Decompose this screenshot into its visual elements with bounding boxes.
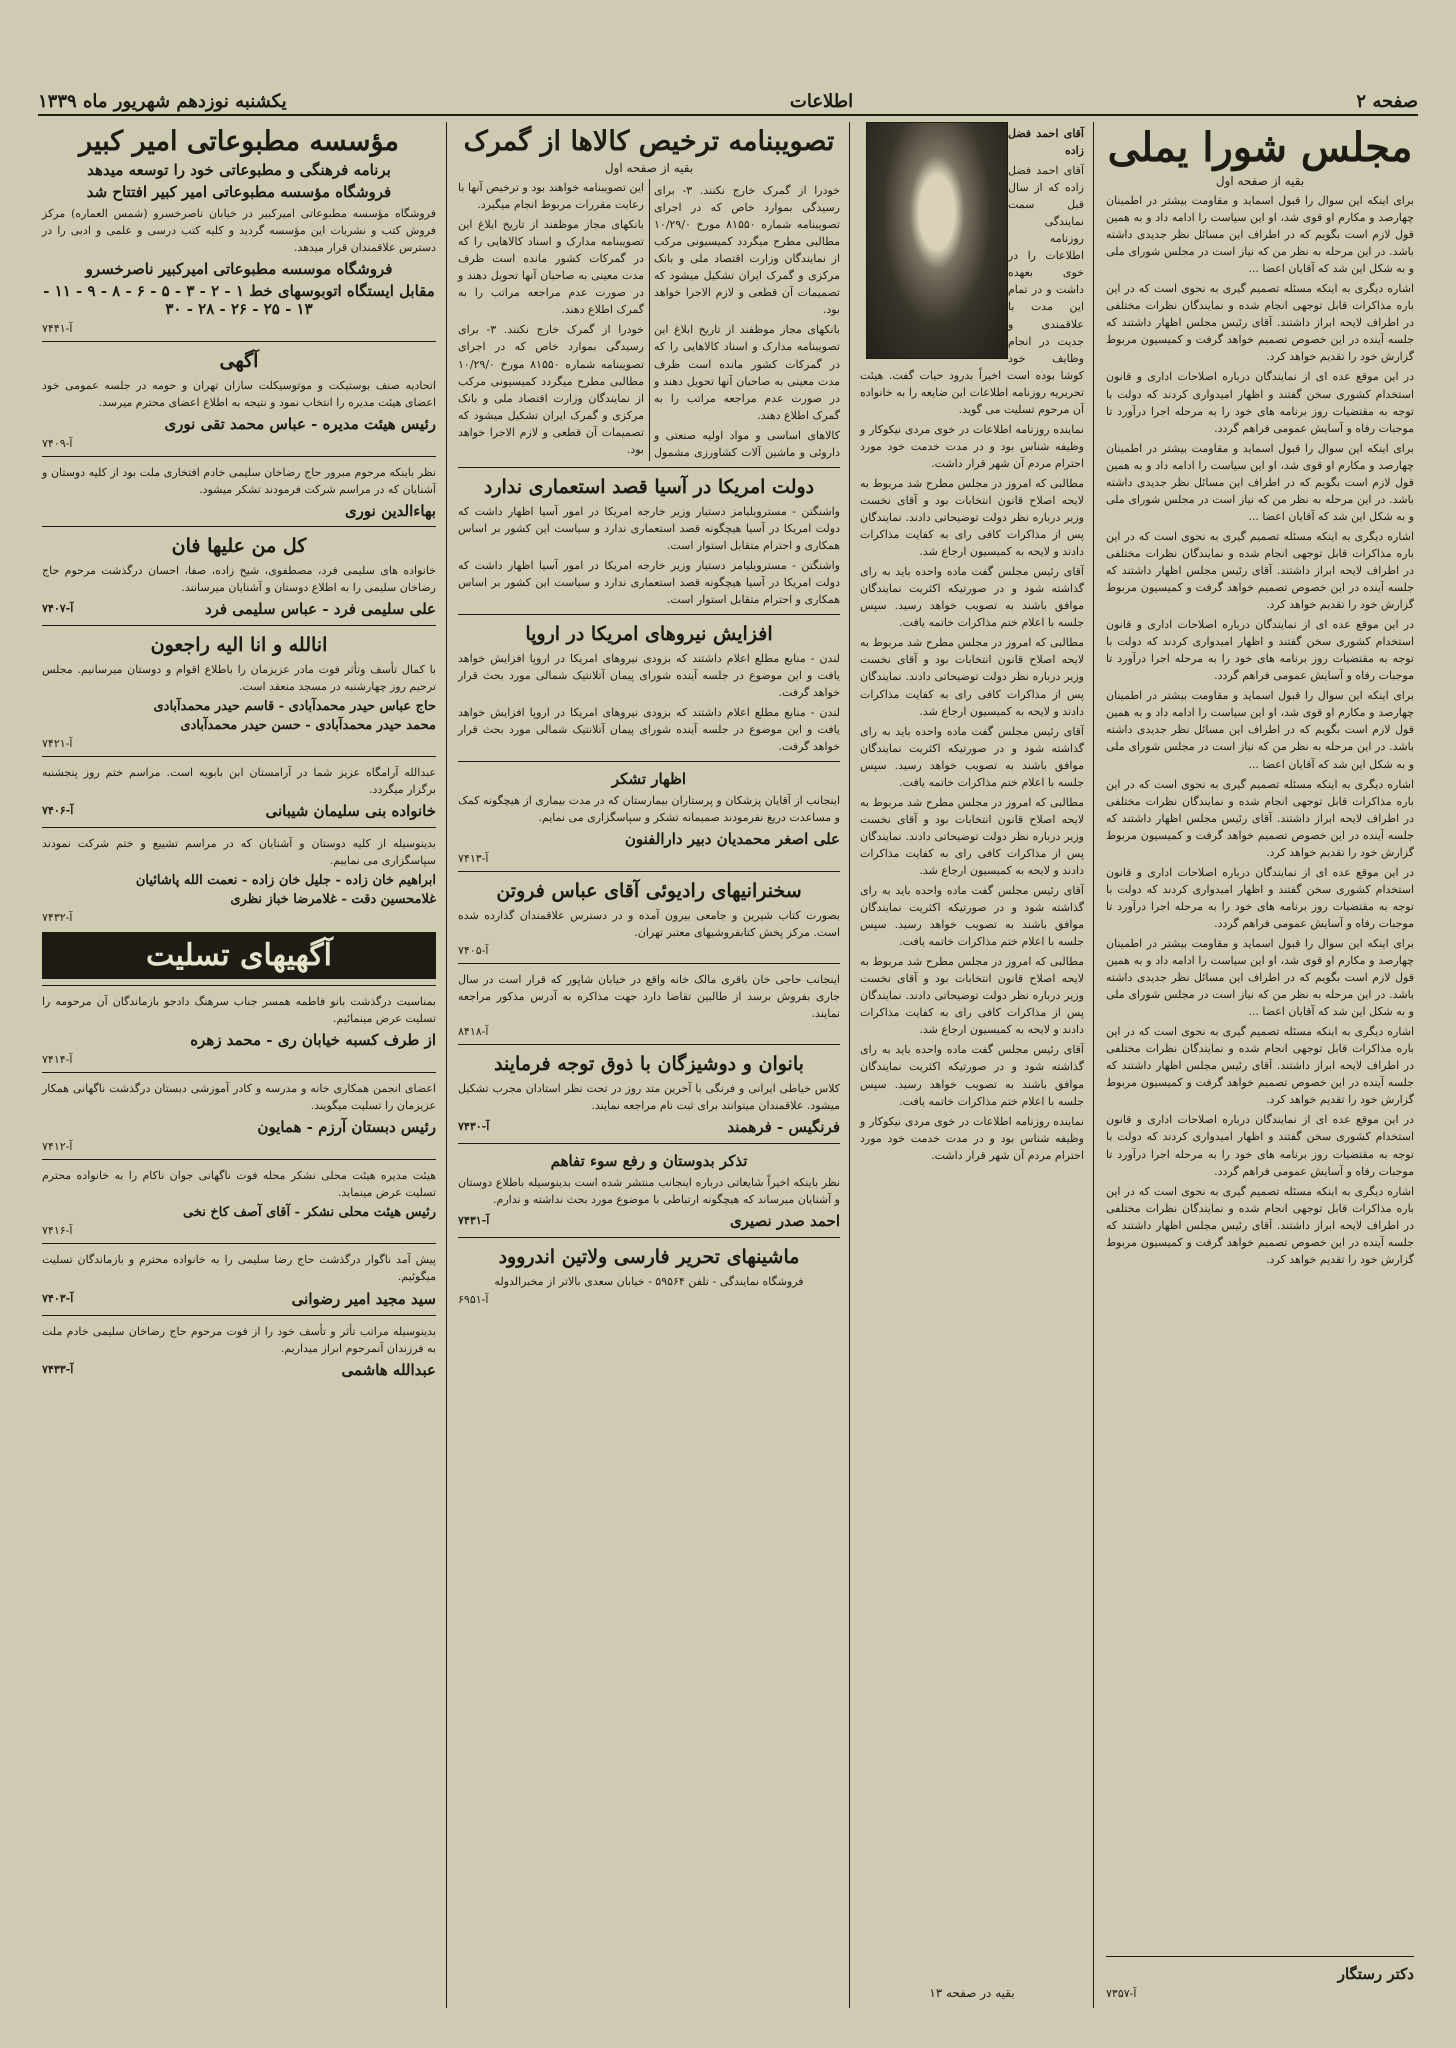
column-notices [36,122,442,2008]
article-title-majlis: مجلس شورا یملی [1107,124,1413,171]
article-paragraph: واشنگتن - مسترویلیامز دستیار وزیر خارجه امریکا در امور آسیا اظهار داشت که دولت امریکا در آسیا هیچگونه قصد استعماری ندارد و سیاست این کشور بر اساس همکاری و احترام متقابل استوار است. [458,504,840,552]
article-subtitle: بقیه از صفحه اول [604,161,694,176]
article-paragraph: خودرا از گمرک خارج نکنند. ۳- برای رسیدگی بموارد خاص که در اجرای تصویبنامه شماره ۸۱۵۵۰ مورخ ۱۰/۲۹/۰ مطالبی مطرح میگردد کمیسیونی مرکب از نمایندگان وزارت اقتصاد ملی و بانک مرکزی و گمرک ایران تشکیل میشود که تصمیمات آن قطعی و لازم الاجرا خواهد بود. [654,184,841,317]
column-customs [452,122,846,2008]
ad-code: آ-۷۳۵۷ [1106,1987,1137,2000]
ad-title: آگهی [219,350,259,373]
ad-title: ماشینهای تحریر فارسی ولاتین اندروود [498,1246,800,1269]
ad-text: هیئت مدیره هیئت محلی نشکر محله فوت ناگهانی جوان ناکام را به خانواده محترم تسلیت عرض مینماید. [42,1169,436,1200]
article-paragraph: در این موقع عده ای از نمایندگان درباره اصلاحات اداری و قانون استخدام کشوری سخن گفتند و اظهار امیدواری کردند که دولت با توجه به مقتضیات روز برنامه های خود را به مرحله اجرا درآورد تا موجبات رفاه و آسایش عمومی فراهم گردد. [1106,865,1414,930]
ad-text: بمناسبت درگذشت بانو فاطمه همسر جناب سرهنگ دادجو بازماندگان آن مرحومه را تسلیت عرض مینمائیم. [42,995,436,1026]
ad-text: عبدالله آرامگاه عزیز شما در آرامستان ابن بابویه است. مراسم ختم روز پنجشنبه برگزار میگردد. [42,765,436,796]
ad-signature: حاج عباس حیدر محمدآبادی - قاسم حیدر محمدآبادی [153,698,436,714]
ad-signature: رئیس هیئت مدیره - عباس محمد تقی نوری [164,415,436,434]
ad-text: بدینوسیله از کلیه دوستان و آشنایان که در مراسم تشییع و ختم شرکت نمودند سپاسگزاری می نماییم. [42,837,436,868]
article-paragraph: آقای رئیس مجلس گفت ماده واحده باید به رای گذاشته شود و در صورتیکه اکثریت نمایندگان موافق باشند به تصویب خواهد رسید. سپس جلسه با اعلام ختم مذاکرات خاتمه یافت. [860,724,1084,789]
author-signature: دکتر رستگار [1337,1965,1414,1983]
article-paragraph: بانکهای مجاز موظفند از تاریخ ابلاغ این تصویبنامه مدارک و اسناد کالاهایی را که در گمرکات کشور مانده است ظرف مدت معینی به صاحبان آنها تحویل دهند و در صورت عدم مراجعه مراتب را به گمرک اطلاع دهند. [458,218,644,317]
customs-article-body [458,179,840,461]
ad-radio-lectures [458,871,840,957]
article-paragraph: لندن - منابع مطلع اعلام داشتند که بزودی نیروهای امریکا در اروپا افزایش خواهد یافت و این موضوع در جلسه آینده شورای پیمان آتلانتیک شمالی مورد بحث قرار خواهد گرفت. [458,705,840,753]
ad-subtitle: فروشگاه موسسه مطبوعاتی امیرکبیر ناصرخسرو [85,260,393,279]
ad-signature: علی سلیمی فرد - عباس سلیمی فرد آ-۷۴۰۷ [42,600,436,619]
ad-subtitle: برنامه فرهنگی و مطبوعاتی خود را توسعه میدهد [87,161,391,180]
ad-title: اظهار تشکر [611,769,687,788]
article-paragraph: اشاره دیگری به اینکه مسئله تصمیم گیری به نحوی است که در این باره مذاکرات قابل توجهی انجام شده و نمایندگان نظرات مختلفی در اطراف لایحه ابراز داشتند. آقای رئیس مجلس اظهار داشتند که جلسه آینده در این خصوص تصمیم خواهد گرفت و کمیسیون مربوط گزارش خود را تقدیم خواهد کرد. [1106,529,1414,612]
ad-signature: محمد حیدر محمدآبادی - حسن حیدر محمدآبادی [180,717,436,733]
article-paragraph: اشاره دیگری به اینکه مسئله تصمیم گیری به نحوی است که در این باره مذاکرات قابل توجهی انجام شده و نمایندگان نظرات مختلفی در اطراف لایحه ابراز داشتند. آقای رئیس مجلس اظهار داشتند که جلسه آینده در این خصوص تصمیم خواهد گرفت و کمیسیون مربوط گزارش خود را تقدیم خواهد کرد. [1106,1184,1414,1266]
ad-text: فروشگاه نمایندگی - تلفن ۵۹۵۶۴ - خیابان سعدی بالاتر از مخبرالدوله [494,1274,804,1288]
article-paragraph: برای اینکه این سوال را قبول اسماید و مقاومت بیشتر در اطمینان چهارصد و مکارم او قوی شد، او این سیاست را ادامه داد و به همین قول لازم است بگویم که در اطراف این مسائل نظر جدیدی داشته باشد. در این مرحله به نظر من که نیاز است در مجلس شورای ملی و به شکل این شد که آقایان اعضا ... [1106,194,1414,276]
ad-text: اعضای انجمن همکاری خانه و مدرسه و کادر آموزشی دبستان درگذشت ناگهانی همکار عزیزمان را تسلیت میگویند. [42,1082,436,1113]
article-paragraph: نماینده روزنامه اطلاعات در خوی مردی نیکوکار و وظیفه شناس بود و در مدت خدمت خود مورد احترام مردم آن شهر قرار داشت. [860,422,1084,470]
ad-title-amir-kabir: مؤسسه مطبوعاتی امیر کبیر [79,126,399,157]
ad-text: نظر باینکه اخیراً شایعاتی درباره اینجانب منتشر شده است بدینوسیله باطلاع دوستان و آشنایان میرساند که هیچگونه ارتباطی با موضوع مورد بحث نداشته و ندارم. [458,1175,840,1207]
article-paragraph: مطالبی که امروز در مجلس مطرح شد مربوط به لایحه اصلاح قانون انتخابات بود و آقای نخست وزیر درباره نظر دولت توضیحاتی دادند. نمایندگان پس از مذاکرات کافی رای به کفایت مذاکرات دادند و لایحه به کمیسیون ارجاع شد. [860,636,1084,718]
issue-date: یکشنبه نوزدهم شهریور ماه ۱۳۳۹ [38,90,287,112]
article-paragraph: کالاهای اساسی و مواد اولیه صنعتی و داروئی و ماشین آلات کشاورزی مشمول این تصویبنامه خواهند بود و ترخیص آنها با رعایت مقررات مربوط انجام میگیرد. [458,181,840,459]
ad-text: اینجانب حاجی خان باقری مالک خانه واقع در خیابان شاپور که قرار است در سال جاری بفروش برسد از طالبین تقاضا دارد جهت مذاکره به آدرس مذکور مراجعه نمایند. [458,972,840,1021]
ad-title: کل من علیها فان [171,535,307,558]
ad-signature: رئیس دبستان آرزم - همایون [257,1118,436,1137]
ad-text: بدینوسیله مراتب تأثر و تأسف خود را از فوت مرحوم حاج رضاخان سلیمی خادم ملت به فرزندان آنمرحوم ابراز میداریم. [42,1324,436,1355]
article-paragraph: خودرا از گمرک خارج نکنند. ۳- برای رسیدگی بموارد خاص که در اجرای تصویبنامه شماره ۸۱۵۵۰ مورخ ۱۰/۲۹/۰ مطالبی مطرح میگردد کمیسیونی مرکب از نمایندگان وزارت اقتصاد ملی و بانک مرکزی و گمرک ایران تشکیل میشود که تصمیمات آن قطعی و لازم الاجرا خواهد بود. [458,323,645,456]
notice-thanks [42,456,436,520]
ad-text: اینجانب از آقایان پزشکان و پرستاران بیمارستان که در مدت بیماری از هیچگونه کمک و مساعدت دریغ نفرمودند صمیمانه تشکر و سپاسگزاری می نمایم. [458,793,840,824]
article-paragraph: در این موقع عده ای از نمایندگان درباره اصلاحات اداری و قانون استخدام کشوری سخن گفتند و اظهار امیدواری کردند که دولت با توجه به مقتضیات روز برنامه های خود را به مرحله اجرا درآورد تا موجبات رفاه و آسایش عمومی فراهم گردد. [1106,618,1414,683]
notice-condolence-1 [42,526,436,619]
signature-block [1106,1956,1414,2004]
ad-code: آ-۷۴۱۳ [458,852,489,866]
ad-signature: علی اصغر محمدیان دبیر دارالفنون [624,830,840,849]
ad-code: آ-۸۴۱۸ [458,1025,489,1039]
ad-code: آ-۷۴۱۲ [42,1140,73,1154]
portrait-photo [866,122,1008,359]
news-title: دولت امریکا در آسیا قصد استعماری ندارد [483,475,815,498]
notice-condolence-4 [42,827,436,924]
ad-signature: رئیس هیئت محلی نشکر - آقای آصف کاخ نخی [183,1205,436,1221]
ad-signature: فرنگیس - فرهمند آ-۷۴۳۰ [458,1117,840,1136]
ad-text: اتحادیه صنف بوستیکت و موتوسیکلت سازان تهران و حومه در جلسه عمومی خود اعضای هیئت مدیره را انتخاب نمود و نتیجه به اطلاع اعضای محترم میرسد. [42,378,436,410]
article-paragraph: لندن - منابع مطلع اعلام داشتند که بزودی نیروهای امریکا در اروپا افزایش خواهد یافت و این موضوع در جلسه آینده شورای پیمان آتلانتیک شمالی مورد بحث قرار خواهد گرفت. [458,651,840,699]
notice-condolence-9 [42,1315,436,1380]
photo-caption: آقای احمد فضل زاده [1008,127,1084,158]
article-paragraph: اشاره دیگری به اینکه مسئله تصمیم گیری به نحوی است که در این باره مذاکرات قابل توجهی انجام شده و نمایندگان نظرات مختلفی در اطراف لایحه ابراز داشتند. آقای رئیس مجلس اظهار داشتند که جلسه آینده در این خصوص تصمیم خواهد گرفت و کمیسیون مربوط گزارش خود را تقدیم خواهد کرد. [1106,777,1414,859]
news-usa-europe [458,614,840,755]
ad-code: آ-۷۴۳۲ [42,911,73,925]
article-paragraph: آقای احمد فضل زاده که از سال قبل سمت نمایندگی روزنامه اطلاعات را در خوی بعهده داشت و در تمام این مدت با علاقمندی و جدیت در انجام وظایف خود کوشا بوده است اخیراً بدرود حیات گفت. هیئت تحریریه روزنامه اطلاعات این ضایعه را به خانواده آن مرحوم تسلیت می گوید. [860,164,1084,416]
article-paragraph: آقای رئیس مجلس گفت ماده واحده باید به رای گذاشته شود و در صورتیکه اکثریت نمایندگان موافق باشند به تصویب خواهد رسید. سپس جلسه با اعلام ختم مذاکرات خاتمه یافت. [860,884,1084,949]
page-number: صفحه ۲ [1356,90,1418,112]
article-paragraph: برای اینکه این سوال را قبول اسماید و مقاومت بیشتر در اطمینان چهارصد و مکارم او قوی شد، او این سیاست را ادامه داد و به همین قول لازم است بگویم که در اطراف این مسائل نظر جدیدی داشته باشد. در این مرحله به نظر من که نیاز است در مجلس شورای ملی و به شکل این شد که آقایان اعضا ... [1106,689,1414,771]
ad-text: بصورت کتاب شیرین و جامعی بیرون آمده و در دسترس علاقمندان گذارده شده است. مرکز پخش کتابفروشیهای معتبر تهران. [458,908,840,939]
ad-title: انالله و انا الیه راجعون [150,634,328,657]
continued-note: بقیه در صفحه ۱۳ [929,1986,1015,2000]
notice-condolence-5 [42,985,436,1066]
masthead [38,88,1418,116]
ad-signature: عبدالله هاشمی آ-۷۴۳۳ [42,1360,436,1379]
ad-code: آ-۷۴۴۱ [42,322,73,336]
article-paragraph: آقای رئیس مجلس گفت ماده واحده باید به رای گذاشته شود و در صورتیکه اکثریت نمایندگان موافق باشند به تصویب خواهد رسید. سپس جلسه با اعلام ختم مذاکرات خاتمه یافت. [860,565,1084,630]
ad-signature: ابراهیم خان زاده - جلیل خان زاده - نعمت الله پاشائیان [135,873,436,889]
ad-text: کلاس خیاطی ایرانی و فرنگی با آخرین متد روز در تحت نظر استادان مجرب تشکیل میشود. علاقمندان میتوانند برای ثبت نام مراجعه نمایند. [458,1081,840,1112]
ad-title: تذکر بدوستان و رفع سوء تفاهم [550,1151,748,1170]
article-paragraph: واشنگتن - مسترویلیامز دستیار وزیر خارجه امریکا در امور آسیا اظهار داشت که دولت امریکا در آسیا هیچگونه قصد استعماری ندارد و سیاست این کشور بر اساس همکاری و احترام متقابل استوار است. [458,558,840,606]
article-paragraph: اشاره دیگری به اینکه مسئله تصمیم گیری به نحوی است که در این باره مذاکرات قابل توجهی انجام شده و نمایندگان نظرات مختلفی در اطراف لایحه ابراز داشتند. آقای رئیس مجلس اظهار داشتند که جلسه آینده در این خصوص تصمیم خواهد گرفت و کمیسیون مربوط گزارش خود را تقدیم خواهد کرد. [1106,1025,1414,1107]
ad-text: نظر باینکه مرحوم مبرور حاج رضاخان سلیمی خادم افتخاری ملت بود از کلیه دوستان و آشنایان که در مراسم شرکت فرمودند تشکر میشود. [42,466,436,497]
ad-code: آ-۶۹۵۱ [458,1292,489,1306]
ad-sewing-class [458,1044,840,1137]
ad-code: آ-۷۴۰۵ [458,943,489,957]
ad-title: بانوان و دوشیزگان با ذوق توجه فرمایند [494,1053,804,1076]
column-rule [1093,122,1094,2008]
ad-text: پیش آمد ناگوار درگذشت حاج رضا سلیمی را به خانواده محترم و بازماندگان تسلیت میگوئیم. [42,1253,436,1284]
ad-signature: سید مجید امیر رضوانی آ-۷۴۰۳ [42,1289,436,1308]
ad-typewriters [458,1237,840,1306]
news-usa-asia [458,467,840,608]
notice-condolence-6 [42,1072,436,1153]
article-paragraph: مطالبی که امروز در مجلس مطرح شد مربوط به لایحه اصلاح قانون انتخابات بود و آقای نخست وزیر درباره نظر دولت توضیحاتی دادند. نمایندگان پس از مذاکرات کافی رای به کفایت مذاکرات دادند و لایحه به کمیسیون ارجاع شد. [860,795,1084,877]
condolence-section-title: آگهیهای تسلیت [42,932,436,979]
ad-clarification [458,1143,840,1231]
ad-code: آ-۷۴۰۹ [42,437,73,451]
ad-text: با کمال تأسف وتأثر فوت مادر عزیزمان را باطلاع اقوام و دوستان میرسانیم. مجلس ترحیم روز چهارشنبه در مسجد منعقد است. [42,662,436,693]
ad-code: آ-۷۴۱۶ [42,1224,73,1238]
ad-signature: احمد صدر نصیری آ-۷۴۳۱ [458,1212,840,1231]
ad-signature: از طرف کسبه خیابان ری - محمد زهره [190,1031,436,1050]
article-paragraph: در این موقع عده ای از نمایندگان درباره اصلاحات اداری و قانون استخدام کشوری سخن گفتند و اظهار امیدواری کردند که دولت با توجه به مقتضیات روز برنامه های خود را به مرحله اجرا درآورد تا موجبات رفاه و آسایش عمومی فراهم گردد. [1106,370,1414,435]
notice-union [42,341,436,450]
column-rule [446,122,447,2008]
ad-signature: بهاءالدین نوری [344,502,436,521]
article-paragraph: نماینده روزنامه اطلاعات در خوی مردی نیکوکار و وظیفه شناس بود و در مدت خدمت خود مورد احترام مردم آن شهر قرار داشت. [860,1114,1084,1162]
ad-bus-lines: مقابل ایستگاه اتوبوسهای خط ۱ - ۲ - ۳ - ۵ - ۶ - ۸ - ۹ - ۱۱ - ۱۳ - ۲۵ - ۲۶ - ۲۸ - ۳۰ [43,282,435,319]
article-paragraph: بانکهای مجاز موظفند از تاریخ ابلاغ این تصویبنامه مدارک و اسناد کالاهایی را که در گمرکات کشور مانده است ظرف مدت معینی به صاحبان آنها تحویل دهند و در صورت عدم مراجعه مراتب را به گمرک اطلاع دهند. [654,323,840,422]
article-paragraph: اشاره دیگری به اینکه مسئله تصمیم گیری به نحوی است که در این باره مذاکرات قابل توجهی انجام شده و نمایندگان نظرات مختلفی در اطراف لایحه ابراز داشتند. آقای رئیس مجلس اظهار داشتند که جلسه آینده در این خصوص تصمیم خواهد گرفت و کمیسیون مربوط گزارش خود را تقدیم خواهد کرد. [1106,282,1414,364]
ad-text: خانواده های سلیمی فرد، مصطفوی، شیخ زاده، صفا، احسان درگذشت مرحوم حاج رضاخان سلیمی را به اطلاع دوستان و آشنایان میرسانند. [42,563,436,595]
notice-condolence-8 [42,1243,436,1308]
article-paragraph: مطالبی که امروز در مجلس مطرح شد مربوط به لایحه اصلاح قانون انتخابات بود و آقای نخست وزیر درباره نظر دولت توضیحاتی دادند. نمایندگان پس از مذاکرات کافی رای به کفایت مذاکرات دادند و لایحه به کمیسیون ارجاع شد. [860,955,1084,1037]
ad-code: آ-۷۴۱۴ [42,1053,73,1067]
news-title: افزایش نیروهای امریکا در اروپا [525,622,773,645]
ad-thanks [458,761,840,865]
article-paragraph: مطالبی که امروز در مجلس مطرح شد مربوط به لایحه اصلاح قانون انتخابات بود و آقای نخست وزیر درباره نظر دولت توضیحاتی دادند. نمایندگان پس از مذاکرات کافی رای به کفایت مذاکرات دادند و لایحه به کمیسیون ارجاع شد. [860,476,1084,559]
column-majlis [1100,122,1420,2008]
article-paragraph: برای اینکه این سوال را قبول اسماید و مقاومت بیشتر در اطمینان چهارصد و مکارم او قوی شد، او این سیاست را ادامه داد و به همین قول لازم است بگویم که در اطراف این مسائل نظر جدیدی داشته باشد. در این مرحله به نظر من که نیاز است در مجلس شورای ملی و به شکل این شد که آقایان اعضا ... [1106,936,1414,1019]
ad-title: سخنرانیهای رادیوئی آقای عباس فروتن [496,880,802,903]
article-subtitle: بقیه از صفحه اول [1215,174,1305,188]
paper-name: اطلاعات [789,90,854,112]
notice-condolence-7 [42,1159,436,1237]
article-paragraph: در این موقع عده ای از نمایندگان درباره اصلاحات اداری و قانون استخدام کشوری سخن گفتند و اظهار امیدواری کردند که دولت با توجه به مقتضیات روز برنامه های خود را به مرحله اجرا درآورد تا موجبات رفاه و آسایش عمومی فراهم گردد. [1106,1113,1414,1178]
article-paragraph: برای اینکه این سوال را قبول اسماید و مقاومت بیشتر در اطمینان چهارصد و مکارم او قوی شد، او این سیاست را ادامه داد و به همین قول لازم است بگویم که در اطراف این مسائل نظر جدیدی داشته باشد. در این مرحله به نظر من که نیاز است در مجلس شورای ملی و به شکل این شد که آقایان اعضا ... [1106,441,1414,523]
ad-subtitle: فروشگاه مؤسسه مطبوعاتی امیر کبیر افتتاح شد [86,183,392,202]
notice-condolence-3 [42,756,436,821]
ad-text: فروشگاه مؤسسه مطبوعاتی امیرکبیر در خیابان ناصرخسرو (شمس العماره) مرکز فروش کتب و نشریات این مؤسسه گردید و کلیه کتب درسی و علمی و ادبی را در دسترس علاقمندان قرار میدهد. [42,207,436,255]
notice-condolence-2 [42,625,436,750]
ad-house [458,963,840,1038]
ad-signature: خانواده بنی سلیمان شیبانی آ-۷۴۰۶ [42,802,436,821]
article-title-customs: تصویبنامه ترخیص کالاها از گمرک [463,126,835,157]
ad-signature: غلامحسین دقت - غلامرضا خباز نظری [230,892,436,908]
column-photo [854,122,1090,2008]
article-paragraph: آقای رئیس مجلس گفت ماده واحده باید به رای گذاشته شود و در صورتیکه اکثریت نمایندگان موافق باشند به تصویب خواهد رسید. سپس جلسه با اعلام ختم مذاکرات خاتمه یافت. [860,1043,1084,1108]
column-rule [849,122,850,2008]
ad-code: آ-۷۴۲۱ [42,736,73,750]
